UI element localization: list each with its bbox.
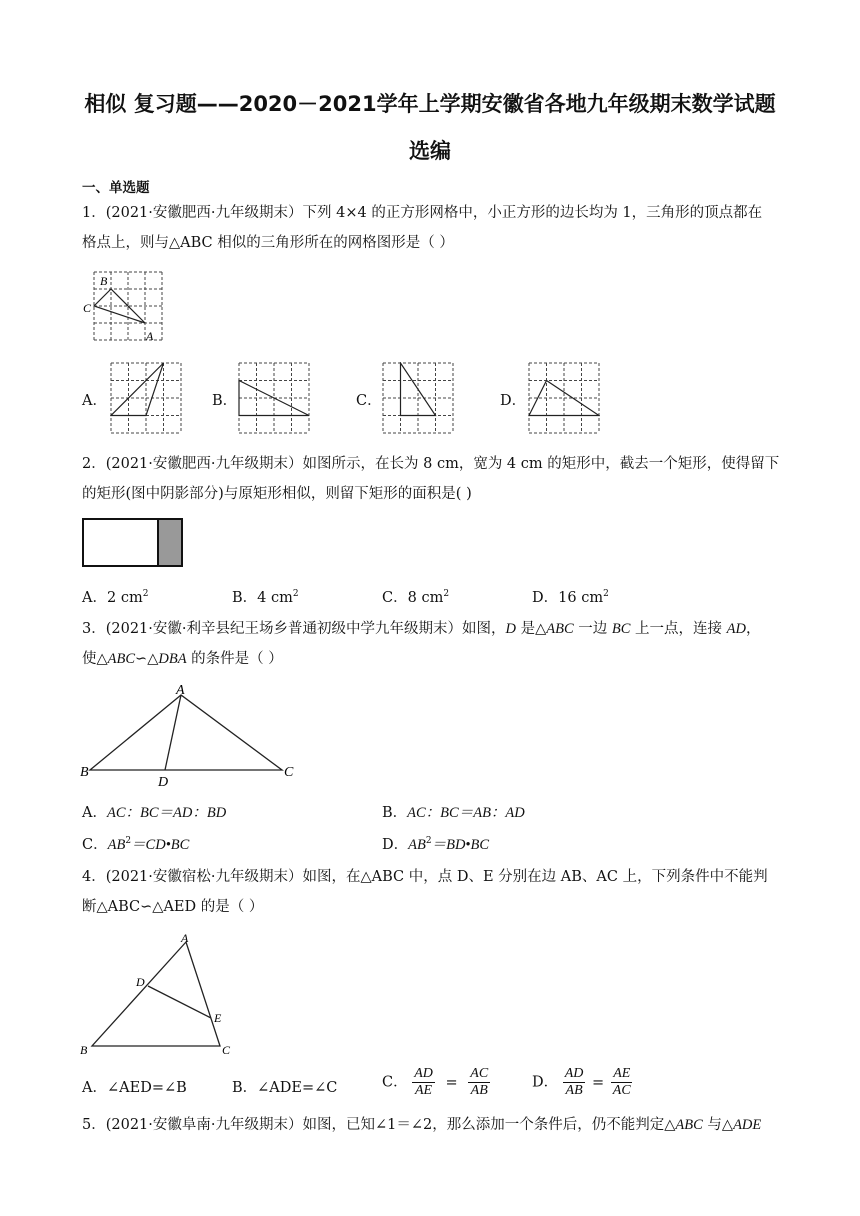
q4-label-d: D bbox=[136, 975, 145, 989]
q1-option-b-figure[interactable] bbox=[238, 362, 310, 434]
q4-triangle-figure bbox=[80, 930, 240, 1058]
q2-option-d[interactable]: D．16 $cm^2$ bbox=[532, 589, 609, 606]
q1-option-d-label[interactable]: D． bbox=[500, 393, 527, 409]
fraction: $\frac{AC}{AB}$ bbox=[470, 1066, 489, 1098]
q4-option-c[interactable]: C． $\frac{AD}{AE}$ = $\frac{AC}{AB}$ bbox=[382, 1066, 489, 1098]
q4-label-e: E bbox=[214, 1011, 222, 1025]
page-title-line2: 选编 bbox=[409, 139, 451, 163]
q1-option-c-label[interactable]: C． bbox=[356, 393, 382, 409]
q3-option-b[interactable]: B．AC：BC＝AB：AD bbox=[382, 805, 525, 821]
q4-label-a: A bbox=[181, 931, 189, 945]
q3-label-c: C bbox=[284, 765, 294, 780]
q2-option-c[interactable]: C．8 $cm^2$ bbox=[382, 589, 450, 606]
page-title: 相似 复习题——2020－2021学年上学期安徽省各地九年级期末数学试题 bbox=[84, 92, 776, 116]
q3-option-d[interactable]: D．$AB^2=BD•BC$ bbox=[382, 836, 490, 853]
q3-label-b: B bbox=[80, 765, 89, 780]
question-3-text: 3．(2021·安徽·利辛县纪王场乡普通初级中学九年级期末）如图，D 是△ABC 一边 BC 上一点，连接 AD， 使△ABC∽△DBA 的条件是（ ） bbox=[82, 621, 761, 667]
q1-option-a-label[interactable]: A． bbox=[82, 393, 107, 409]
q4-label-c: C bbox=[222, 1043, 231, 1057]
q1-option-c-figure[interactable] bbox=[382, 362, 454, 434]
q2-option-b[interactable]: B．4 $cm^2$ bbox=[232, 589, 299, 606]
q1-main-figure bbox=[82, 270, 174, 344]
q1-label-c: C bbox=[83, 301, 92, 315]
q4-option-d[interactable]: D． $\frac{AD}{AB}$ = $\frac{AE}{AC}$ bbox=[532, 1066, 631, 1098]
fraction: $\frac{AD}{AB}$ bbox=[564, 1066, 584, 1098]
q3-label-d: D bbox=[158, 775, 169, 788]
q1-label-b: B bbox=[100, 274, 108, 288]
q1-option-b-label[interactable]: B． bbox=[212, 393, 238, 409]
q3-triangle-figure bbox=[80, 680, 298, 788]
q4-option-b[interactable]: B．∠ADE=∠C bbox=[232, 1080, 338, 1096]
question-1-text: 1．(2021·安徽肥西·九年级期末）下列 4×4 的正方形网格中，小正方形的边长均为 1，三角形的顶点都在 格点上，则与△ABC 相似的三角形所在的网格图形是（ ） bbox=[82, 205, 763, 251]
q3-label-a: A bbox=[176, 683, 185, 698]
fraction: $\frac{AE}{AC}$ bbox=[612, 1066, 631, 1098]
q4-option-a[interactable]: A．∠AED=∠B bbox=[82, 1080, 187, 1096]
question-4-text: 4．(2021·安徽宿松·九年级期末）如图，在△ABC 中，点 D、E 分别在边 AB、AC 上，下列条件中不能判 断△ABC∽△AED 的是（ ） bbox=[82, 869, 768, 915]
question-2-text: 2．(2021·安徽肥西·九年级期末）如图所示，在长为 8 cm，宽为 4 cm 的矩形中，截去一个矩形，使得留下 的矩形(图中阴影部分)与原矩形相似，则留下矩形的面积是( ) bbox=[82, 456, 780, 502]
section-heading: 一、单选题 bbox=[82, 180, 150, 196]
fraction: $\frac{AD}{AE}$ bbox=[414, 1066, 433, 1098]
q1-option-a-figure[interactable] bbox=[110, 362, 182, 434]
q4-label-b: B bbox=[80, 1043, 88, 1057]
q2-rectangle-figure bbox=[82, 518, 184, 568]
q3-option-a[interactable]: A．AC：BC＝AD：BD bbox=[82, 805, 227, 821]
q2-option-a[interactable]: A．2 $cm^2$ bbox=[82, 589, 149, 606]
q3-option-c[interactable]: C．$AB^2=CD•BC$ bbox=[82, 836, 190, 853]
q1-label-a: A bbox=[146, 329, 154, 343]
q1-option-d-figure[interactable] bbox=[528, 362, 600, 434]
question-5-text: 5．(2021·安徽阜南·九年级期末）如图，已知∠1＝∠2，那么添加一个条件后，仍不能判定△ABC 与△ADE bbox=[82, 1117, 762, 1133]
